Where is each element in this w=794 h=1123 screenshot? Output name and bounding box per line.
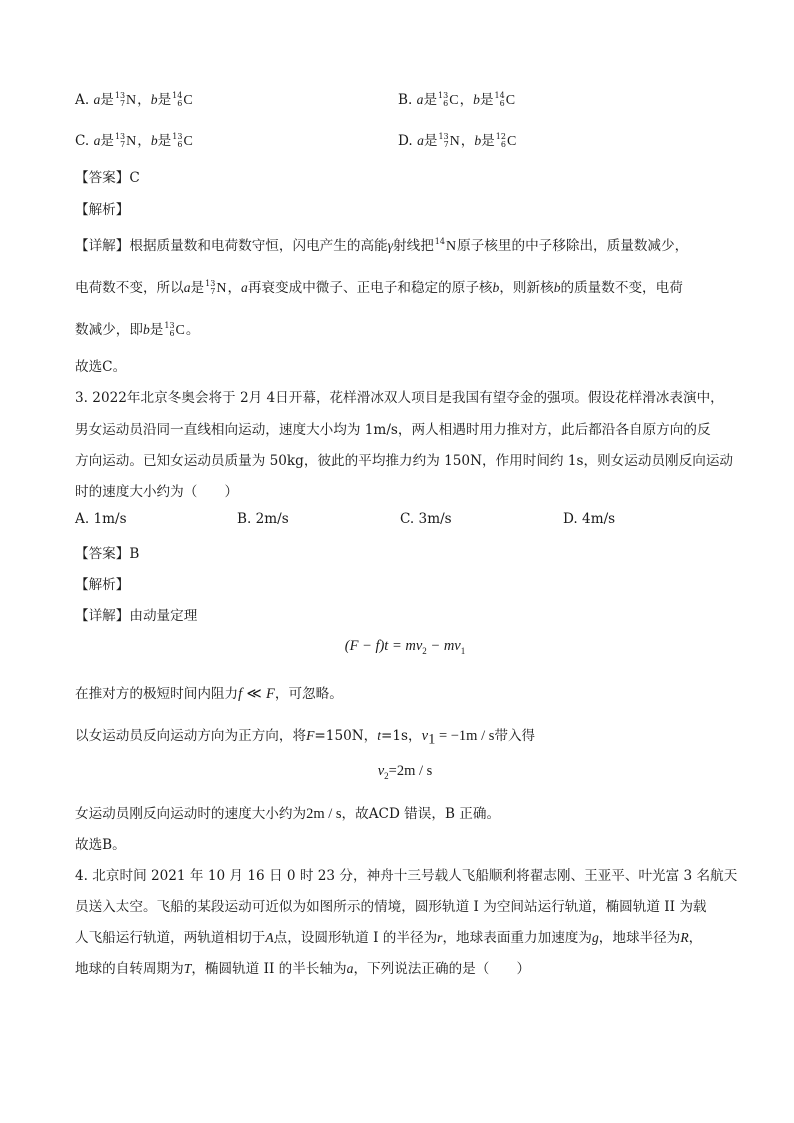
text-is: 是 [157,92,172,108]
var-a: a [93,133,101,148]
mass-number: 13 [438,90,449,100]
element-symbol: N [126,93,137,108]
text: 。 [185,322,200,338]
var-F: F [266,686,275,702]
subscript: 2 [422,645,427,656]
element-symbol: C [175,323,185,338]
text: 【详解】根据质量数和电荷数守恒，闪电产生的高能 [75,238,388,254]
var-b: b [150,133,158,148]
var-a: a [241,280,248,295]
text-is: 是 [479,92,494,108]
nuclide [115,133,136,150]
separator: ， [137,92,151,108]
element-symbol: N [449,134,460,149]
text: 带入得 [494,728,536,744]
option-label: D. [398,133,413,149]
nuclide [205,280,226,297]
var-A: A [265,930,274,945]
q3-conclusion: 故选B。 [75,837,126,853]
atomic-number: 6 [177,139,183,149]
var-f: f [238,686,243,702]
q2-option-d [398,129,517,150]
text: ，椭圆轨道 II 的半长轴为 [191,961,347,977]
q3-equation-1 [75,638,735,656]
element-symbol: C [183,134,193,149]
var-b: b [492,280,500,295]
equation-part: − mv [426,638,461,654]
var-b: b [473,92,480,107]
element-symbol: C [506,134,517,149]
text-is: 是 [423,92,438,108]
atomic-number: 6 [177,98,183,108]
var-b: b [474,133,482,148]
text-is: 是 [481,133,495,149]
q4-stem-line-2: 员送入太空。飞船的某段运动可近似为如图所示的情境，圆形轨道 I 为空间站运行轨道，椭圆轨道 II 为载 [75,899,707,915]
text: =150N， [314,728,378,744]
var-v: v [377,763,385,779]
q3-result-line [75,802,735,823]
q3-stem-line-3: 方向运动。已知女运动员质量为 50kg，彼此的平均推力约为 150N，作用时间约 1s，则女运动员刚反向运动 [75,453,734,469]
var-F: F [306,728,315,743]
subscript: 1 [460,645,466,656]
nuclide [496,133,517,150]
text: ，下列说法正确的是（ ） [353,961,531,977]
var-t: t [377,728,382,743]
var-a: a [346,961,354,976]
q2-option-a [75,88,194,109]
atomic-number: 7 [210,286,216,296]
q3-option-c: C. 3m/s [400,511,452,527]
var-b: b [142,322,150,337]
q3-drag-note [75,682,735,703]
text-is: 是 [157,133,172,149]
q4-stem-line-3 [75,926,735,946]
text: 再衰变成中微子、正电子和稳定的原子核 [247,280,493,296]
atomic-number: 6 [169,328,175,338]
q2-detail-line-1 [75,234,735,255]
q3-detail-title: 【详解】由动量定理 [75,608,198,624]
mass-number: 14 [172,90,183,100]
element-symbol: N [445,239,457,254]
nuclide [115,92,136,109]
var-T: T [183,961,192,976]
text: 是 [190,280,205,296]
mass-number: 13 [438,131,449,141]
text-is: 是 [100,92,114,108]
var-b: b [553,280,561,295]
text: ，地球表面重力加速度为 [442,930,592,946]
mass-number: 13 [172,131,183,141]
separator: ， [137,133,151,149]
separator: ， [459,92,474,108]
q3-analysis-heading: 【解析】 [75,577,130,593]
var-R: R [680,930,689,945]
q3-equation-2 [75,763,735,781]
mass-number: 14 [434,236,445,246]
text: ，地球半径为 [598,930,681,946]
atomic-number: 6 [443,98,449,108]
text: ，故ACD 错误，B 正确。 [341,806,501,822]
text: 女运动员刚反向运动时的速度大小约为 [75,806,307,822]
element-symbol: C [183,93,193,108]
subscript: 2 [384,770,389,781]
var-v: v [421,728,429,744]
mass-number: 12 [495,131,506,141]
text: ，可忽略。 [274,686,343,702]
text: 射线把 [393,238,434,254]
nuclide [435,238,456,255]
text: 数减少，即 [75,322,143,338]
text-is: 是 [423,133,438,149]
value: 2m / s [306,806,342,822]
var-a: a [416,92,424,107]
q2-analysis-heading: 【解析】 [75,202,130,218]
element-symbol: C [449,93,459,108]
q3-stem-line-1: 3. 2022年北京冬奥会将于 2月 4日开幕，花样滑冰双人项目是我国有望夺金的强项。假设花样滑冰表演中， [75,390,724,406]
text: 以女运动员反向运动方向为正方向，将 [75,728,307,744]
equation-part: (F − f)t = mv [344,638,423,654]
var-a: a [417,133,424,148]
q3-option-d: D. 4m/s [563,511,616,527]
q3-option-b: B. 2m/s [237,511,289,527]
text-is: 是 [100,133,114,149]
q3-direction-line [75,724,735,749]
var-a: a [183,280,191,295]
equation-part: =2m / s [388,763,433,779]
q3-stem-line-4: 时的速度大小约为（ ） [75,484,239,500]
nuclide [438,92,459,109]
q4-stem-line-1: 4. 北京时间 2021 年 10 月 16 日 0 时 23 分，神舟十三号载人飞船顺利将翟志刚、王亚平、叶光富 3 名航天 [75,868,738,884]
atomic-number: 6 [499,98,505,108]
mass-number: 13 [205,278,216,288]
element-symbol: N [216,281,227,296]
option-label: B. [398,92,413,108]
mass-number: 13 [114,131,126,141]
separator: ， [460,133,475,149]
element-symbol: C [505,93,516,108]
nuclide [438,133,459,150]
var-g: g [592,930,599,945]
q2-option-b [398,88,516,109]
q2-detail-line-3 [75,318,735,339]
text: 人飞船运行轨道，两轨道相切于 [75,930,266,946]
text: =1s， [381,728,422,744]
var-b: b [150,92,158,107]
nuclide [172,92,193,109]
text: 的质量数不变，电荷 [560,280,683,296]
text: 电荷数不变，所以 [75,280,184,296]
option-label: A. [75,92,90,108]
var-a: a [93,92,101,107]
var-r: r [437,930,443,945]
option-label: C. [75,133,90,149]
text: 在推对方的极短时间内阻力 [75,686,239,702]
much-less-symbol: ≪ [246,686,262,702]
text: ， [688,930,703,946]
text: 地球的自转周期为 [75,961,184,977]
mass-number: 13 [114,90,126,100]
mass-number: 14 [494,90,505,100]
nuclide [172,133,193,150]
atomic-number: 7 [120,139,126,149]
text: 原子核里的中子移除出，质量数减少， [457,238,689,254]
mass-number: 13 [164,320,175,330]
q2-conclusion: 故选C。 [75,359,127,375]
q4-stem-line-4 [75,957,735,977]
atomic-number: 7 [443,139,449,149]
element-symbol: N [126,134,137,149]
text: = −1m / s [435,728,495,744]
text: 是 [149,322,164,338]
q3-option-a: A. 1m/s [75,511,127,527]
atomic-number: 7 [119,98,126,108]
subscript: 1 [428,731,436,748]
text: ， [227,280,242,296]
text: 点，设圆形轨道 I 的半径为 [273,930,438,946]
q2-detail-line-2 [75,276,735,297]
q3-stem-line-2: 男女运动员沿同一直线相向运动，速度大小均为 1m/s，两人相遇时用力推对方，此后都沿各自原方向的反 [75,422,711,438]
q2-answer: 【答案】C [75,170,140,186]
atomic-number: 6 [500,139,506,149]
gamma-symbol: γ [387,238,394,253]
q3-answer: 【答案】B [75,546,140,562]
nuclide [164,322,185,339]
text: ，则新核 [499,280,554,296]
q2-option-c [75,129,194,150]
nuclide [495,92,516,109]
